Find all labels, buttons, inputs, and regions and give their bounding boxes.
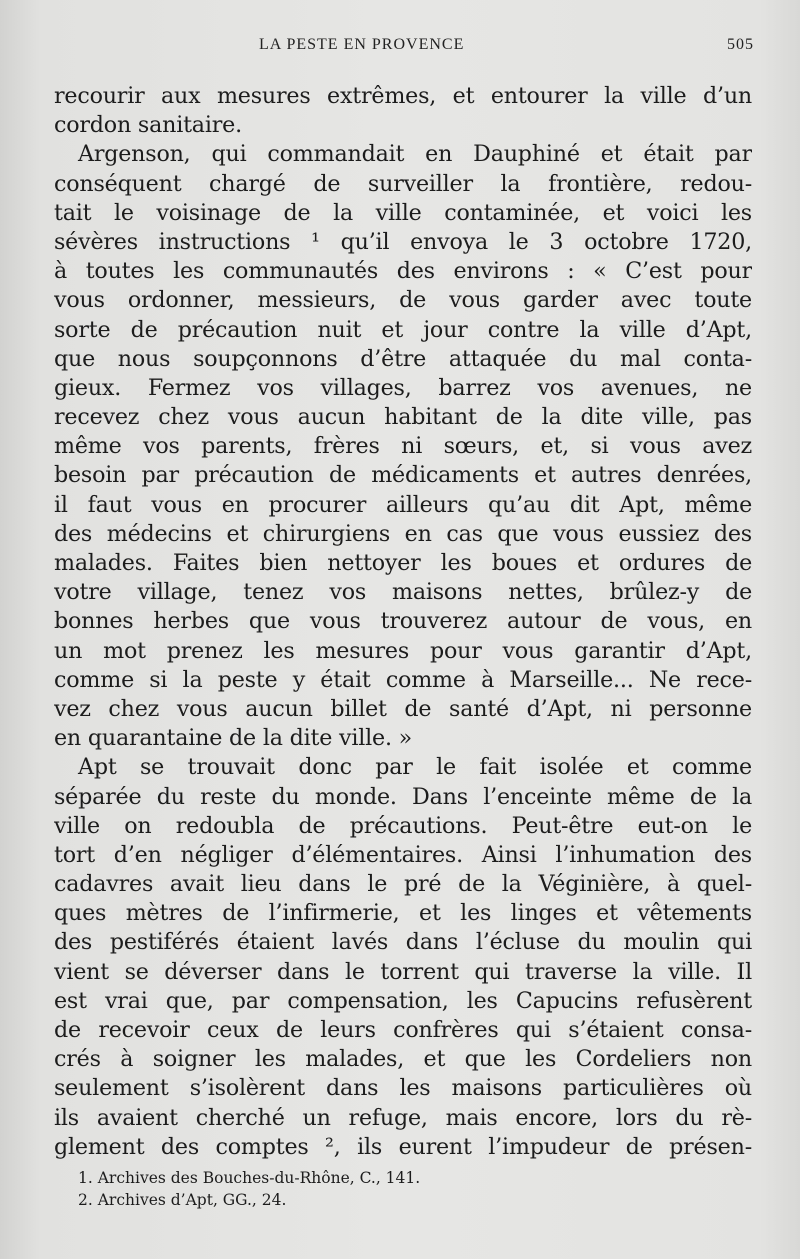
text-line: il faut vous en procurer ailleurs qu’au dit Apt, même xyxy=(54,491,752,518)
text-line: un mot prenez les mesures pour vous garantir d’Apt, xyxy=(54,637,752,664)
text-line: de recevoir ceux de leurs confrères qui s’étaient consa- xyxy=(54,1017,752,1043)
text-line: à toutes les communautés des environs : « C’est pour xyxy=(54,258,752,285)
text-line: vez chez vous aucun billet de santé d’Apt, ni personne xyxy=(54,695,752,722)
text-line: votre village, tenez vos maisons nettes, brûlez-y de xyxy=(54,579,752,606)
body-text xyxy=(54,82,752,1162)
text-line: même vos parents, frères ni sœurs, et, si vous avez xyxy=(54,433,752,460)
text-line: vous ordonner, messieurs, de vous garder avec toute xyxy=(54,287,752,314)
text-line: vient se déverser dans le torrent qui traverse la ville. Il xyxy=(54,958,752,985)
text-line: Apt se trouvait donc par le fait isolée et comme xyxy=(78,754,752,781)
text-line: besoin par précaution de médicaments et autres denrées, xyxy=(54,462,752,489)
text-line: tait le voisinage de la ville contaminée, et voici les xyxy=(54,199,752,226)
page-header xyxy=(54,36,754,60)
text-line: recourir aux mesures extrêmes, et entourer la ville d’un xyxy=(54,83,752,109)
text-line: en quarantaine de la dite ville. » xyxy=(54,725,413,752)
text-line: des pestiférés étaient lavés dans l’écluse du moulin qui xyxy=(54,929,752,956)
text-line: ques mètres de l’infirmerie, et les linges et vêtements xyxy=(54,900,752,927)
text-line: séparée du reste du monde. Dans l’enceinte même de la xyxy=(54,783,752,810)
text-line: est vrai que, par compensation, les Capucins refusèrent xyxy=(54,987,752,1014)
footnote-1: 1. Archives des Bouches-du-Rhône, C., 141. xyxy=(78,1169,421,1187)
text-line: ville on redoubla de précautions. Peut-être eut-on le xyxy=(54,812,752,839)
text-line: cadavres avait lieu dans le pré de la Véginière, à quel- xyxy=(54,871,752,898)
text-line: des médecins et chirurgiens en cas que vous eussiez des xyxy=(54,520,752,547)
text-line: glement des comptes ², ils eurent l’impudeur de présen- xyxy=(54,1133,752,1160)
text-line: sorte de précaution nuit et jour contre la ville d’Apt, xyxy=(54,316,752,343)
text-line: Argenson, qui commandait en Dauphiné et était par xyxy=(78,141,752,168)
text-line: comme si la peste y était comme à Marseille... Ne rece- xyxy=(54,666,752,693)
text-line: seulement s’isolèrent dans les maisons particulières où xyxy=(54,1075,752,1102)
running-title: LA PESTE EN PROVENCE xyxy=(259,36,465,53)
text-line: sévères instructions ¹ qu’il envoya le 3 octobre 1720, xyxy=(54,228,752,255)
text-line: conséquent chargé de surveiller la frontière, redou- xyxy=(54,170,752,197)
text-line: que nous soupçonnons d’être attaquée du mal conta- xyxy=(54,345,752,372)
text-line: cordon sanitaire. xyxy=(54,112,242,139)
text-line: ils avaient cherché un refuge, mais encore, lors du rè- xyxy=(54,1104,752,1131)
footnote-2: 2. Archives d’Apt, GG., 24. xyxy=(78,1191,287,1209)
text-line: tort d’en négliger d’élémentaires. Ainsi l’inhumation des xyxy=(54,841,752,868)
text-line: gieux. Fermez vos villages, barrez vos avenues, ne xyxy=(54,374,752,401)
text-line: malades. Faites bien nettoyer les boues et ordures de xyxy=(54,550,752,576)
text-line: crés à soigner les malades, et que les Cordeliers non xyxy=(54,1046,752,1073)
text-line: recevez chez vous aucun habitant de la dite ville, pas xyxy=(54,404,752,431)
footnotes xyxy=(78,1167,738,1211)
page-number: 505 xyxy=(727,36,754,53)
text-line: bonnes herbes que vous trouverez autour de vous, en xyxy=(54,608,752,635)
